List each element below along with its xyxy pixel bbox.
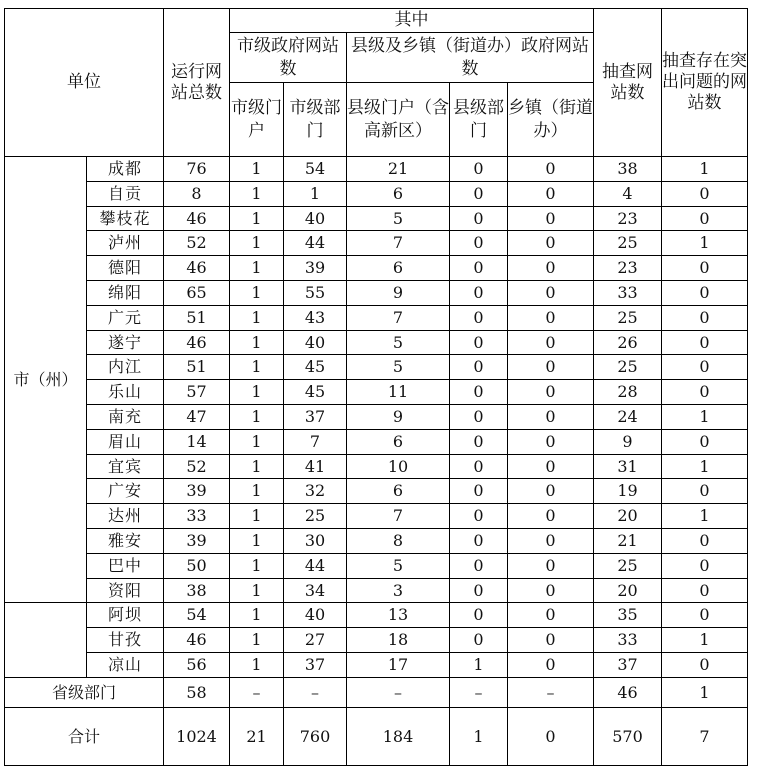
cell-county-portal: 5: [347, 553, 450, 578]
cell-total: 38: [164, 578, 230, 603]
city-name: 资阳: [87, 578, 164, 603]
city-name: 攀枝花: [87, 206, 164, 231]
cell-county-portal: 17: [347, 652, 450, 677]
table-body: [5, 157, 748, 766]
city-name: 雅安: [87, 528, 164, 553]
cell-county-dept: 0: [450, 355, 508, 380]
cell-township: 0: [508, 707, 594, 765]
cell-county-dept: 1: [450, 707, 508, 765]
cell-total: 8: [164, 181, 230, 206]
cell-city-portal: 1: [230, 429, 284, 454]
table-row: [5, 429, 748, 454]
cell-city-dept: –: [284, 677, 347, 707]
city-name: 南充: [87, 404, 164, 429]
cell-city-dept: 40: [284, 603, 347, 628]
cell-city-portal: 1: [230, 231, 284, 256]
table-row: [5, 454, 748, 479]
cell-problem: 0: [662, 603, 748, 628]
table-row: [5, 181, 748, 206]
header-total-sites: 运行网站总数: [164, 9, 230, 157]
cell-city-dept: 1: [284, 181, 347, 206]
cell-problem: 1: [662, 404, 748, 429]
header-city-gov: 市级政府网站数: [230, 33, 347, 83]
cell-county-dept: 0: [450, 206, 508, 231]
cell-problem: 0: [662, 429, 748, 454]
cell-county-portal: 18: [347, 628, 450, 653]
cell-county-dept: 0: [450, 404, 508, 429]
cell-sampled: 25: [594, 355, 662, 380]
cell-county-portal: –: [347, 677, 450, 707]
cell-sampled: 28: [594, 380, 662, 405]
cell-county-portal: 9: [347, 404, 450, 429]
cell-city-portal: 1: [230, 206, 284, 231]
cell-county-portal: 13: [347, 603, 450, 628]
cell-problem: 1: [662, 231, 748, 256]
cell-county-portal: 7: [347, 305, 450, 330]
cell-county-dept: 0: [450, 305, 508, 330]
header-city-dept: 市级部门: [284, 83, 347, 157]
cell-sampled: 9: [594, 429, 662, 454]
table-row: [5, 528, 748, 553]
cell-problem: 7: [662, 707, 748, 765]
cell-township: 0: [508, 528, 594, 553]
cell-township: 0: [508, 181, 594, 206]
cell-sampled: 33: [594, 280, 662, 305]
cell-sampled: 570: [594, 707, 662, 765]
table-row-total: [5, 707, 748, 765]
cell-city-dept: 37: [284, 404, 347, 429]
cell-city-dept: 34: [284, 578, 347, 603]
table-row: [5, 330, 748, 355]
cell-city-portal: 1: [230, 305, 284, 330]
city-name: 眉山: [87, 429, 164, 454]
cell-total: 54: [164, 603, 230, 628]
cell-city-dept: 55: [284, 280, 347, 305]
cell-county-portal: 5: [347, 330, 450, 355]
cell-county-portal: 6: [347, 429, 450, 454]
cell-total: 14: [164, 429, 230, 454]
header-problem-sites: 抽查存在突出问题的网站数: [662, 9, 748, 157]
cell-sampled: 19: [594, 479, 662, 504]
cell-sampled: 23: [594, 206, 662, 231]
cell-sampled: 46: [594, 677, 662, 707]
cell-township: 0: [508, 355, 594, 380]
header-city-portal: 市级门户: [230, 83, 284, 157]
table-row: [5, 305, 748, 330]
cell-township: 0: [508, 578, 594, 603]
cell-problem: 0: [662, 256, 748, 281]
cell-problem: 0: [662, 330, 748, 355]
table-row: [5, 280, 748, 305]
cell-problem: 1: [662, 677, 748, 707]
cell-county-dept: 0: [450, 528, 508, 553]
cell-city-dept: 30: [284, 528, 347, 553]
cell-total: 51: [164, 355, 230, 380]
table-row: [5, 553, 748, 578]
header-township: 乡镇（街道办）: [508, 83, 594, 157]
cell-problem: 0: [662, 479, 748, 504]
cell-total: 56: [164, 652, 230, 677]
cell-township: 0: [508, 479, 594, 504]
city-name: 泸州: [87, 231, 164, 256]
cell-total: 46: [164, 256, 230, 281]
cell-sampled: 26: [594, 330, 662, 355]
cell-sampled: 21: [594, 528, 662, 553]
cell-total: 57: [164, 380, 230, 405]
cell-sampled: 37: [594, 652, 662, 677]
cell-city-dept: 37: [284, 652, 347, 677]
cell-problem: 0: [662, 578, 748, 603]
cell-county-portal: 7: [347, 231, 450, 256]
cell-city-portal: 1: [230, 454, 284, 479]
cell-total: 1024: [164, 707, 230, 765]
cell-city-dept: 45: [284, 380, 347, 405]
cell-total: 51: [164, 305, 230, 330]
cell-county-portal: 21: [347, 157, 450, 182]
cell-problem: 1: [662, 628, 748, 653]
cell-sampled: 20: [594, 578, 662, 603]
table-row: [5, 355, 748, 380]
city-name: 内江: [87, 355, 164, 380]
cell-county-dept: 0: [450, 603, 508, 628]
table-row: [5, 652, 748, 677]
cell-city-portal: 1: [230, 479, 284, 504]
cell-city-portal: 1: [230, 578, 284, 603]
city-name: 阿坝: [87, 603, 164, 628]
city-name: 遂宁: [87, 330, 164, 355]
table-row: [5, 206, 748, 231]
cell-city-portal: 1: [230, 380, 284, 405]
header-county-gov: 县级及乡镇（街道办）政府网站数: [347, 33, 594, 83]
cell-sampled: 4: [594, 181, 662, 206]
header-among: 其中: [230, 9, 594, 33]
cell-sampled: 25: [594, 553, 662, 578]
cell-total: 39: [164, 479, 230, 504]
row-label: 省级部门: [5, 677, 164, 707]
cell-city-portal: 1: [230, 504, 284, 529]
cell-city-portal: 1: [230, 528, 284, 553]
cell-city-portal: 1: [230, 355, 284, 380]
cell-township: 0: [508, 305, 594, 330]
table-row: [5, 603, 748, 628]
cell-city-portal: 1: [230, 628, 284, 653]
cell-township: 0: [508, 504, 594, 529]
cell-city-portal: 1: [230, 256, 284, 281]
city-name: 乐山: [87, 380, 164, 405]
city-name: 绵阳: [87, 280, 164, 305]
cell-county-dept: 0: [450, 628, 508, 653]
cell-city-dept: 7: [284, 429, 347, 454]
cell-county-portal: 5: [347, 355, 450, 380]
cell-county-dept: 0: [450, 330, 508, 355]
cell-city-dept: 760: [284, 707, 347, 765]
cell-county-portal: 11: [347, 380, 450, 405]
cell-city-portal: 1: [230, 157, 284, 182]
cell-township: 0: [508, 429, 594, 454]
city-name: 广安: [87, 479, 164, 504]
cell-county-dept: 1: [450, 652, 508, 677]
cell-total: 39: [164, 528, 230, 553]
cell-county-portal: 7: [347, 504, 450, 529]
cell-city-dept: 54: [284, 157, 347, 182]
cell-city-dept: 25: [284, 504, 347, 529]
cell-total: 52: [164, 454, 230, 479]
cell-county-dept: 0: [450, 181, 508, 206]
city-name: 宜宾: [87, 454, 164, 479]
cell-sampled: 38: [594, 157, 662, 182]
cell-city-dept: 41: [284, 454, 347, 479]
city-name: 凉山: [87, 652, 164, 677]
cell-county-portal: 6: [347, 479, 450, 504]
cell-county-portal: 6: [347, 256, 450, 281]
cell-county-dept: 0: [450, 454, 508, 479]
table-row: [5, 380, 748, 405]
cell-county-dept: 0: [450, 553, 508, 578]
table-row-provincial: [5, 677, 748, 707]
cell-total: 47: [164, 404, 230, 429]
cell-township: 0: [508, 280, 594, 305]
cell-sampled: 35: [594, 603, 662, 628]
cell-township: 0: [508, 231, 594, 256]
cell-sampled: 20: [594, 504, 662, 529]
table-row: [5, 231, 748, 256]
city-name: 巴中: [87, 553, 164, 578]
cell-city-portal: 1: [230, 404, 284, 429]
city-name: 成都: [87, 157, 164, 182]
cell-township: –: [508, 677, 594, 707]
cell-county-dept: 0: [450, 504, 508, 529]
cell-sampled: 25: [594, 231, 662, 256]
cell-city-portal: 1: [230, 181, 284, 206]
cell-county-dept: 0: [450, 280, 508, 305]
cell-city-portal: 1: [230, 330, 284, 355]
table-row: [5, 404, 748, 429]
group-label: 市（州）: [5, 157, 87, 603]
cell-city-dept: 43: [284, 305, 347, 330]
table-row: [5, 628, 748, 653]
cell-county-dept: 0: [450, 256, 508, 281]
cell-county-portal: 184: [347, 707, 450, 765]
cell-problem: 0: [662, 305, 748, 330]
cell-problem: 1: [662, 504, 748, 529]
cell-township: 0: [508, 206, 594, 231]
cell-total: 46: [164, 628, 230, 653]
cell-total: 46: [164, 206, 230, 231]
city-name: 自贡: [87, 181, 164, 206]
cell-township: 0: [508, 404, 594, 429]
cell-city-portal: 21: [230, 707, 284, 765]
cell-city-dept: 44: [284, 553, 347, 578]
cell-total: 58: [164, 677, 230, 707]
city-name: 达州: [87, 504, 164, 529]
cell-county-dept: 0: [450, 380, 508, 405]
cell-sampled: 23: [594, 256, 662, 281]
cell-total: 33: [164, 504, 230, 529]
cell-county-portal: 9: [347, 280, 450, 305]
cell-city-dept: 40: [284, 206, 347, 231]
cell-sampled: 25: [594, 305, 662, 330]
cell-sampled: 31: [594, 454, 662, 479]
cell-county-portal: 5: [347, 206, 450, 231]
cell-city-dept: 39: [284, 256, 347, 281]
header-county-dept: 县级部门: [450, 83, 508, 157]
cell-problem: 0: [662, 355, 748, 380]
cell-city-dept: 45: [284, 355, 347, 380]
table-row: [5, 256, 748, 281]
cell-city-portal: 1: [230, 280, 284, 305]
cell-county-dept: 0: [450, 578, 508, 603]
city-name: 甘孜: [87, 628, 164, 653]
cell-township: 0: [508, 157, 594, 182]
cell-township: 0: [508, 454, 594, 479]
cell-county-portal: 6: [347, 181, 450, 206]
cell-problem: 0: [662, 206, 748, 231]
cell-county-dept: 0: [450, 231, 508, 256]
cell-total: 50: [164, 553, 230, 578]
cell-city-portal: 1: [230, 553, 284, 578]
cell-township: 0: [508, 553, 594, 578]
table-row: [5, 504, 748, 529]
cell-total: 76: [164, 157, 230, 182]
table-row: [5, 157, 748, 182]
website-stats-table: [4, 8, 748, 766]
city-name: 德阳: [87, 256, 164, 281]
cell-township: 0: [508, 380, 594, 405]
city-name: 广元: [87, 305, 164, 330]
group-blank: [5, 603, 87, 677]
cell-city-dept: 32: [284, 479, 347, 504]
cell-problem: 0: [662, 553, 748, 578]
cell-city-portal: 1: [230, 652, 284, 677]
cell-total: 65: [164, 280, 230, 305]
cell-township: 0: [508, 628, 594, 653]
cell-county-dept: 0: [450, 429, 508, 454]
cell-city-dept: 27: [284, 628, 347, 653]
row-label: 合计: [5, 707, 164, 765]
cell-problem: 0: [662, 380, 748, 405]
header-unit: 单位: [5, 9, 164, 157]
cell-sampled: 33: [594, 628, 662, 653]
cell-city-portal: –: [230, 677, 284, 707]
cell-county-dept: –: [450, 677, 508, 707]
cell-county-dept: 0: [450, 479, 508, 504]
table-row: [5, 578, 748, 603]
cell-problem: 0: [662, 181, 748, 206]
cell-problem: 0: [662, 652, 748, 677]
cell-total: 52: [164, 231, 230, 256]
cell-township: 0: [508, 256, 594, 281]
cell-county-dept: 0: [450, 157, 508, 182]
header-sampled: 抽查网站数: [594, 9, 662, 157]
cell-county-portal: 3: [347, 578, 450, 603]
header-county-portal: 县级门户（含高新区）: [347, 83, 450, 157]
cell-city-dept: 44: [284, 231, 347, 256]
cell-total: 46: [164, 330, 230, 355]
cell-township: 0: [508, 330, 594, 355]
cell-problem: 0: [662, 280, 748, 305]
cell-township: 0: [508, 603, 594, 628]
cell-problem: 1: [662, 157, 748, 182]
cell-township: 0: [508, 652, 594, 677]
table-row: [5, 479, 748, 504]
cell-county-portal: 8: [347, 528, 450, 553]
cell-city-dept: 40: [284, 330, 347, 355]
cell-problem: 0: [662, 528, 748, 553]
cell-sampled: 24: [594, 404, 662, 429]
cell-problem: 1: [662, 454, 748, 479]
cell-city-portal: 1: [230, 603, 284, 628]
cell-county-portal: 10: [347, 454, 450, 479]
